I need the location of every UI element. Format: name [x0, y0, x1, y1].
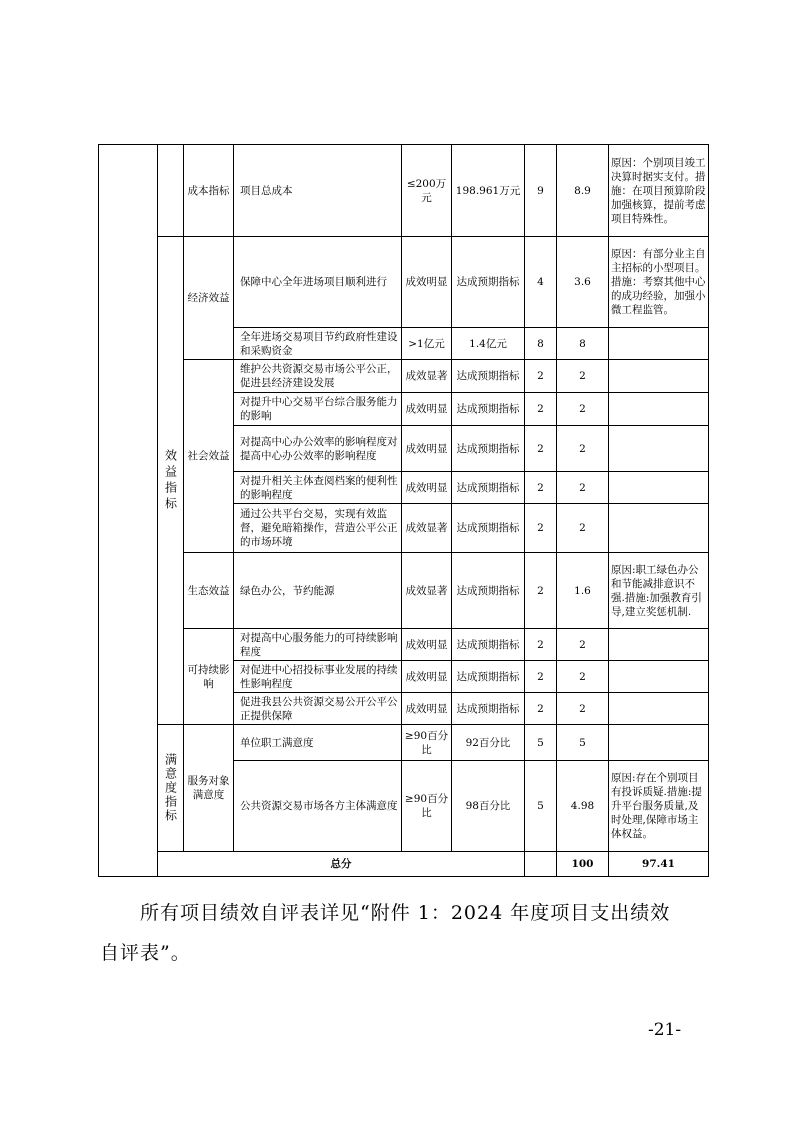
score-value: 2: [557, 393, 609, 426]
target-value: ≤200万元: [402, 145, 452, 237]
indicator-item: 促进我县公共资源交易公开公平公正提供保障: [234, 693, 402, 725]
indicator-item: 对提升中心交易平台综合服务能力的影响: [234, 393, 402, 426]
actual-value: 达成预期指标: [452, 629, 525, 661]
footer-line-1: 所有项目绩效自评表详见“附件 1：2024 年度项目支出绩效: [140, 902, 671, 924]
actual-value: 达成预期指标: [452, 472, 525, 504]
table-row: [99, 629, 709, 661]
deviation-note: [609, 360, 709, 393]
indicator-item: 对提高中心服务能力的可持续影响程度: [234, 629, 402, 661]
indicator-item: 对提高中心办公效率的影响程度对提高中心办公效率的影响程度: [234, 426, 402, 472]
primary-indicator-cell: [99, 145, 158, 877]
tertiary-indicator: 社会效益: [184, 360, 234, 553]
weight-value: 2: [525, 504, 557, 553]
target-value: ≥90百分比: [402, 761, 452, 852]
score-value: 8.9: [557, 145, 609, 237]
score-value: 3.6: [557, 237, 609, 328]
weight-value: 2: [525, 629, 557, 661]
indicator-item: 绿色办公，节约能源: [234, 553, 402, 629]
score-value: 4.98: [557, 761, 609, 852]
indicator-item: 通过公共平台交易，实现有效监督，避免暗箱操作，营造公平公正的市场环境: [234, 504, 402, 553]
deviation-note: 原因:职工绿色办公和节能减排意识不强.措施:加强教育引导,建立奖惩机制.: [609, 553, 709, 629]
deviation-note: [609, 472, 709, 504]
target-value: >1亿元: [402, 328, 452, 360]
score-value: 2: [557, 629, 609, 661]
deviation-note: [609, 426, 709, 472]
target-value: 成效显著: [402, 360, 452, 393]
actual-value: 达成预期指标: [452, 360, 525, 393]
deviation-note: 原因:存在个别项目有投诉质疑.措施:提升平台服务质量,及时处理,保障市场主体权益。: [609, 761, 709, 852]
actual-value: 98百分比: [452, 761, 525, 852]
weight-value: 2: [525, 393, 557, 426]
weight-value: 2: [525, 693, 557, 725]
performance-table: [98, 144, 709, 877]
weight-value: 2: [525, 426, 557, 472]
target-value: 成效明显: [402, 237, 452, 328]
total-label: 总分: [158, 852, 525, 877]
target-value: 成效明显: [402, 472, 452, 504]
score-value: 2: [557, 693, 609, 725]
weight-value: 5: [525, 761, 557, 852]
actual-value: 达成预期指标: [452, 553, 525, 629]
weight-value: 2: [525, 472, 557, 504]
indicator-item: 对提升相关主体查阅档案的便利性的影响程度: [234, 472, 402, 504]
indicator-item: 对促进中心招投标事业发展的持续性影响程度: [234, 661, 402, 693]
target-value: 成效明显: [402, 661, 452, 693]
total-score: 97.41: [609, 852, 709, 877]
actual-value: 达成预期指标: [452, 693, 525, 725]
actual-value: 达成预期指标: [452, 504, 525, 553]
table-row: [99, 360, 709, 393]
score-value: 5: [557, 725, 609, 761]
target-value: 成效明显: [402, 393, 452, 426]
indicator-item: 全年进场交易项目节约政府性建设和采购资金: [234, 328, 402, 360]
score-value: 2: [557, 504, 609, 553]
target-value: 成效明显: [402, 693, 452, 725]
satisfaction-indicator-label: 满意度指标: [158, 725, 184, 852]
actual-value: 198.961万元: [452, 145, 525, 237]
weight-value: 9: [525, 145, 557, 237]
score-value: 8: [557, 328, 609, 360]
tertiary-indicator: 生态效益: [184, 553, 234, 629]
deviation-note: [609, 629, 709, 661]
target-value: 成效显著: [402, 553, 452, 629]
deviation-note: [609, 693, 709, 725]
total-weight: 100: [557, 852, 609, 877]
score-value: 1.6: [557, 553, 609, 629]
table-row: [99, 725, 709, 761]
score-value: 2: [557, 426, 609, 472]
indicator-item: 公共资源交易市场各方主体满意度: [234, 761, 402, 852]
target-value: 成效显著: [402, 504, 452, 553]
page-number: -21-: [648, 1020, 682, 1040]
deviation-note: [609, 504, 709, 553]
indicator-item: 单位职工满意度: [234, 725, 402, 761]
tertiary-indicator: 服务对象满意度: [184, 725, 234, 852]
score-value: 2: [557, 661, 609, 693]
deviation-note: 原因：个别项目竣工决算时据实支付。措施：在项目预算阶段加强核算，提前考虑项目特殊性。: [609, 145, 709, 237]
target-value: ≥90百分比: [402, 725, 452, 761]
total-blank: [525, 852, 557, 877]
table-row: [99, 145, 709, 237]
score-value: 2: [557, 472, 609, 504]
benefit-indicator-label: 效益指标: [158, 237, 184, 725]
score-value: 2: [557, 360, 609, 393]
secondary-indicator-cell: [158, 145, 184, 237]
tertiary-indicator: 经济效益: [184, 237, 234, 360]
weight-value: 2: [525, 553, 557, 629]
deviation-note: [609, 661, 709, 693]
weight-value: 8: [525, 328, 557, 360]
weight-value: 5: [525, 725, 557, 761]
tertiary-indicator: 成本指标: [184, 145, 234, 237]
actual-value: 达成预期指标: [452, 426, 525, 472]
deviation-note: [609, 393, 709, 426]
actual-value: 1.4亿元: [452, 328, 525, 360]
actual-value: 达成预期指标: [452, 661, 525, 693]
table-row: [99, 553, 709, 629]
weight-value: 2: [525, 360, 557, 393]
footer-line-2: 自评表”。: [100, 942, 191, 964]
indicator-item: 维护公共资源交易市场公平公正，促进县经济建设发展: [234, 360, 402, 393]
deviation-note: [609, 328, 709, 360]
table-row: [99, 237, 709, 328]
deviation-note: 原因：有部分业主自主招标的小型项目。措施：考察其他中心的成功经验，加强小微工程监管。: [609, 237, 709, 328]
weight-value: 4: [525, 237, 557, 328]
target-value: 成效明显: [402, 426, 452, 472]
deviation-note: [609, 725, 709, 761]
indicator-item: 保障中心全年进场项目顺利进行: [234, 237, 402, 328]
actual-value: 达成预期指标: [452, 237, 525, 328]
weight-value: 2: [525, 661, 557, 693]
footer-paragraph: [100, 893, 680, 973]
actual-value: 达成预期指标: [452, 393, 525, 426]
target-value: 成效明显: [402, 629, 452, 661]
actual-value: 92百分比: [452, 725, 525, 761]
indicator-item: 项目总成本: [234, 145, 402, 237]
tertiary-indicator: 可持续影响: [184, 629, 234, 725]
total-row: [99, 852, 709, 877]
